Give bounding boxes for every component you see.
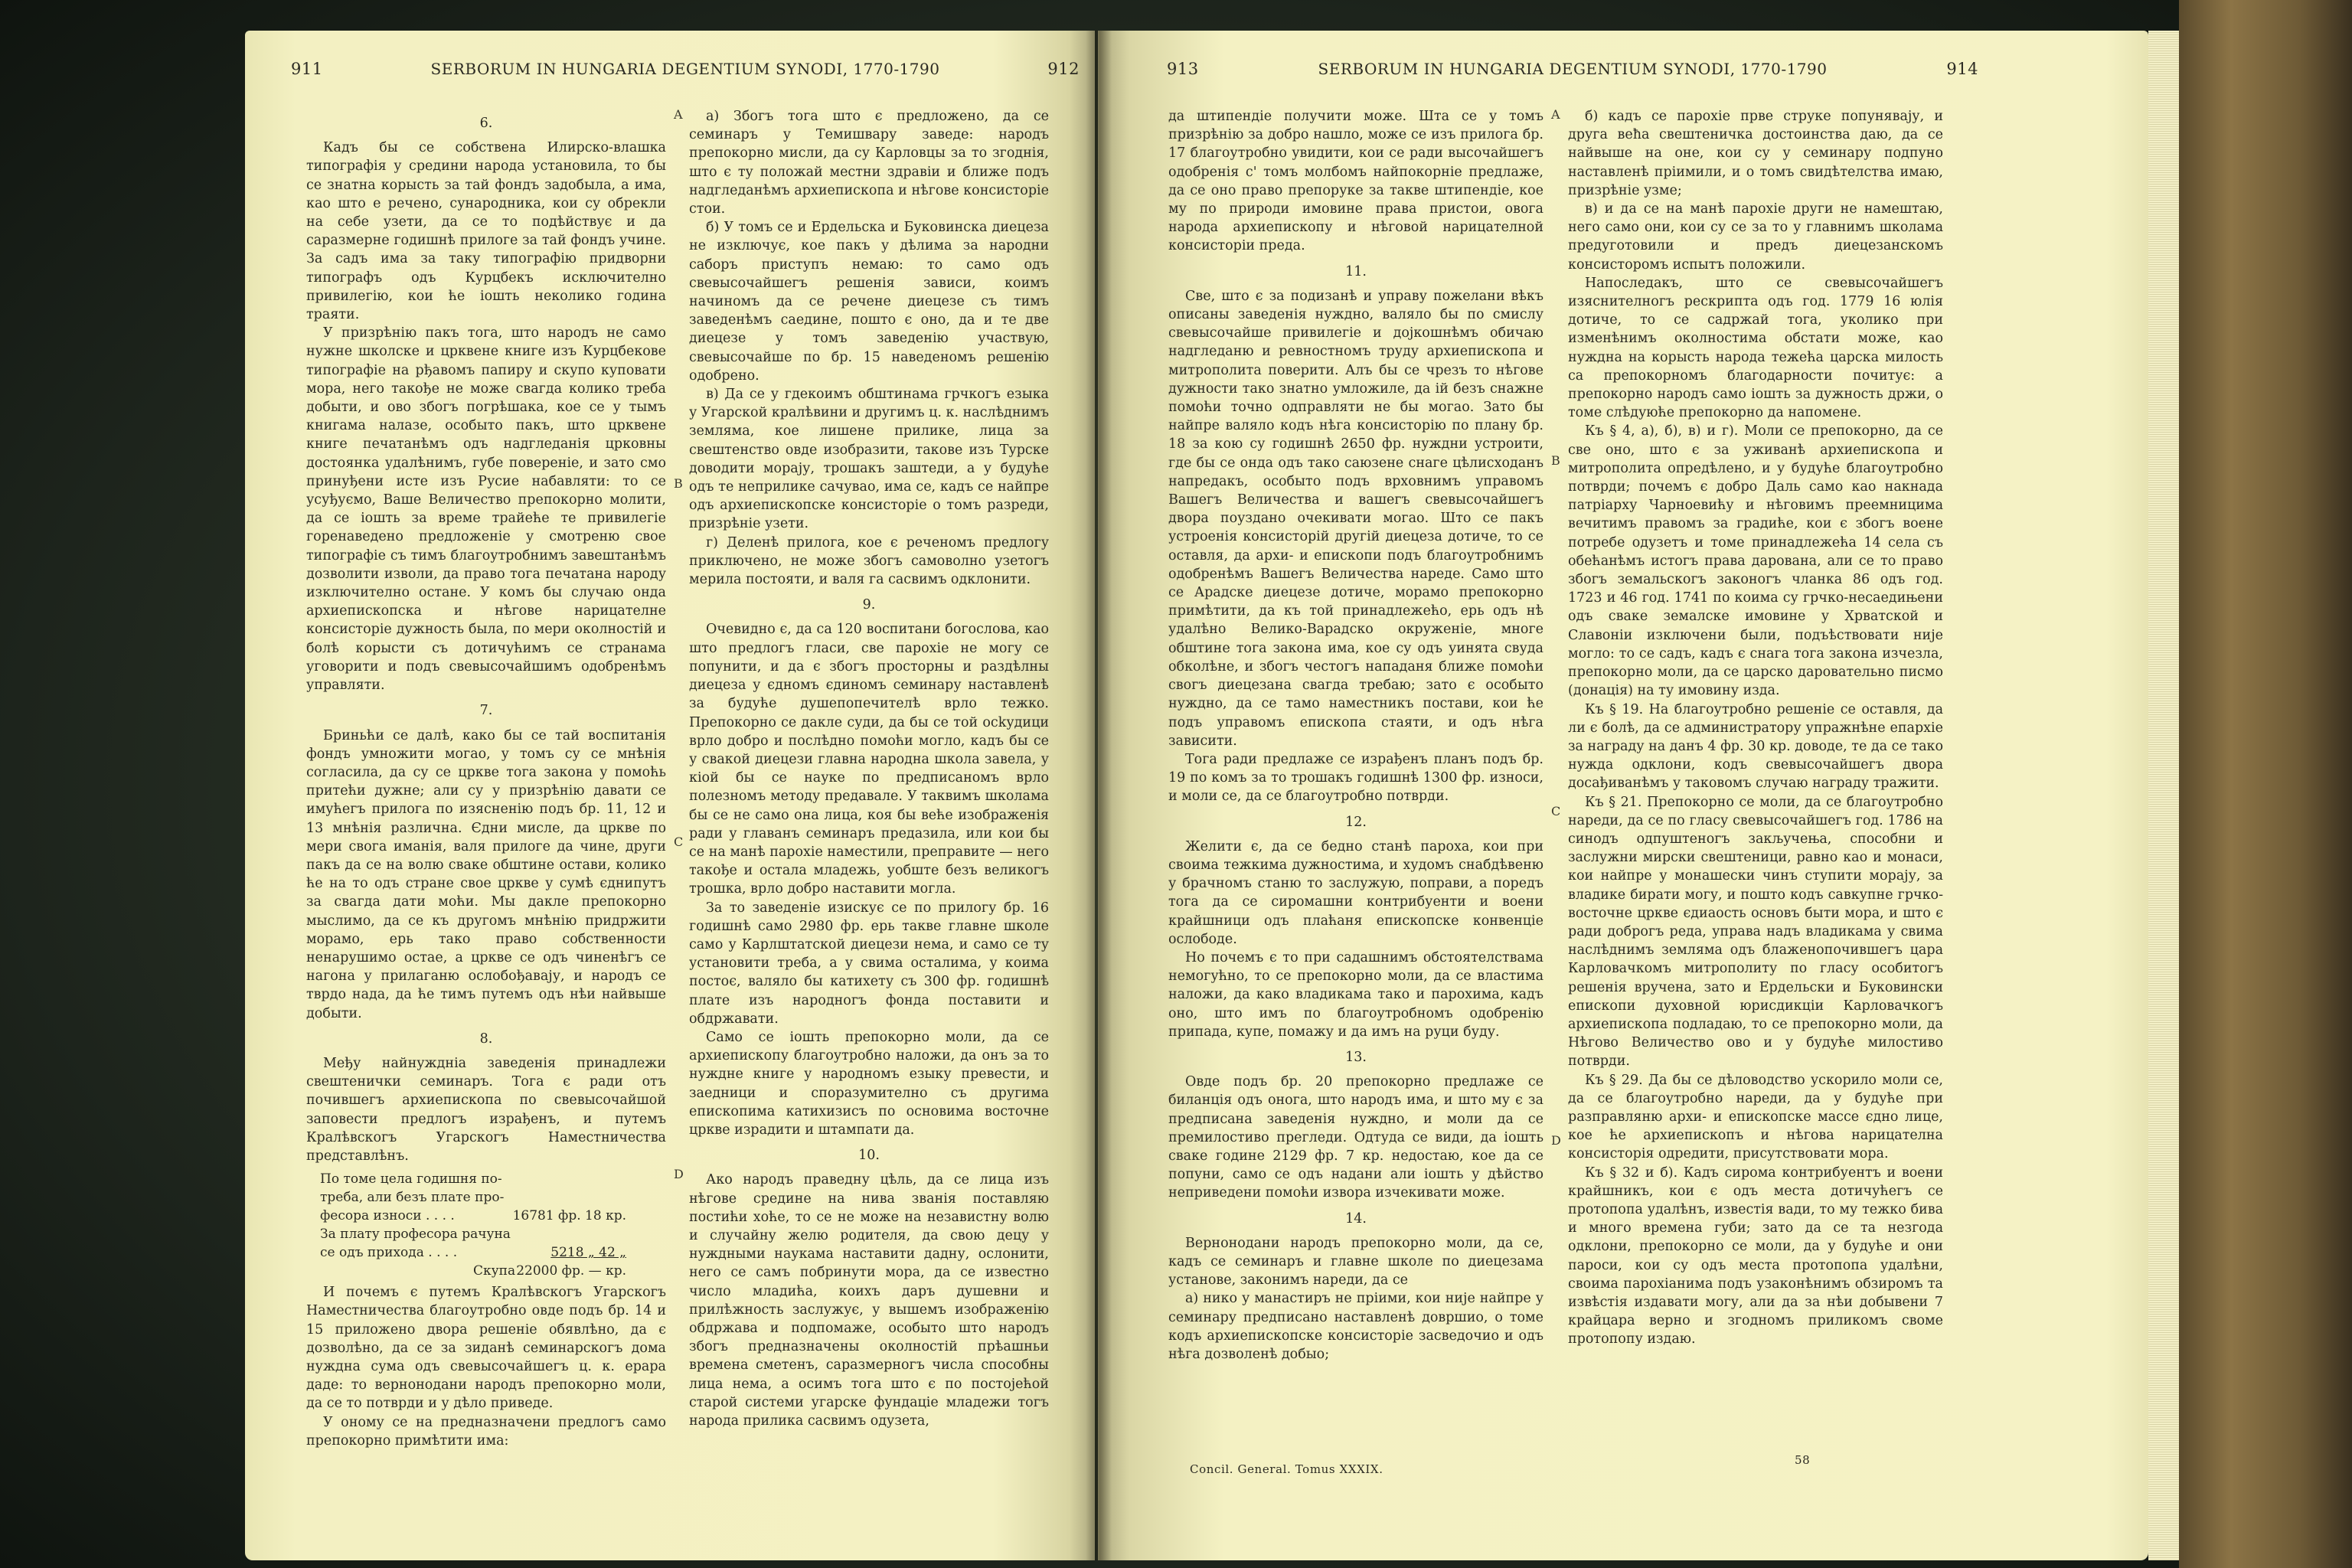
paragraph: И почемъ є путемъ Кралѣвскогъ Угарскогъ Наместничества благоутробно овде подъ бр. 14 и 15 приложено двора решеніе обявлѣно, да є дозволѣно, да се за зиданѣ семинарскогъ дома нуждна сума одъ свевысочайшегъ ц. к. ерара даде: то вернонодани народъ препокорно моли, да се то потврди и у дѣло приведе. (306, 1285, 666, 1412)
paragraph: в) Да се у гдекоимъ обштинама грчкогъ езыка у Угарской кралѣвини и другимъ ц. к. наслѣднимъ землямa, кое лишене прилике, лица за свештенство овде изобразити, такове изъ Турске доводити морају, трошакъ заштеди, а у будуће одъ те неприлике сачувао, има се, кадъ се найпре одъ архиепископске консисторіе о томъ разреди, призрѣніе узети. (689, 387, 1049, 532)
budget-value: 5218 „ 42 „ (550, 1245, 626, 1261)
paragraph: а) нико у манастиръ не пріими, кои није найпре у семинару предписано наставленѣ довршио, о томе кодъ архиепископске консисторіе засведочио и одъ нѣга дозволенѣ добыо; (1168, 1291, 1544, 1362)
paragraph: Къ § 4, а), б), в) и г). Моли се препокорно, да се све оно, што є за уживанѣ архиепископа и митрополита опредѣлено, и у будуће благоутробно потврди; почемъ є добро Даль само као накнада патріарху Чарноевићу и нѣговимъ преемницима вечитимъ правомъ за градиће, кои є збогъ воене потребе одузетъ и томе принадлежећа 14 села съ обећанѣмъ истогъ права дарована, али се то право збогъ земальскогъ законогъ чланка 86 одъ год. 1723 и 46 год. 1741 по коима су грчко-несаедињени одъ сваке земалске имовине у Хрватской и Славоніи изключени были, подъѣствовати није могло: то се садъ, кадъ є снага тога закона изчезла, препокорно моли, да се царско даровательно писмо (донація) на ту имовину издa. (1568, 423, 1943, 699)
right-page-header (1167, 60, 1978, 90)
right-page (1098, 31, 2148, 1560)
page-footer-volume: Concil. General. Tomus XXXIX. (1190, 1462, 1383, 1476)
left-page-column-2 (689, 107, 1049, 1430)
budget-label: се одъ прихода . . . . (320, 1245, 458, 1261)
page-number: 911 (291, 60, 323, 78)
paragraph: Къ § 29. Да бы се дѣловодство ускорило моли се, да се благоутробно нареди, да у будуће при разправляню архи- и епископске массе єдно лице, кое ће архиепископъ и нѣгова нарицателна консисторія одредити, присутствовати мора. (1568, 1072, 1943, 1162)
paragraph: в) и да се на манѣ парохіе други не намештаю, него само они, кои су се за то у главнимъ школама предуготовили и предъ диецезанскомъ консисторомъ испытъ положили. (1568, 201, 1943, 273)
budget-label: Скупа (473, 1263, 516, 1279)
margin-mark: B (1551, 453, 1560, 468)
section-number: 10. (858, 1148, 880, 1164)
margin-mark: A (674, 107, 683, 122)
section-number: 8. (479, 1031, 493, 1047)
page-number: 914 (1946, 60, 1978, 78)
budget-label: фесора износи . . . . (320, 1208, 455, 1224)
paragraph: Овде подъ бр. 20 препокорно предлаже се биланція одъ онога, што народъ има, и што му є за предписана заведенія нуждно, и моли да се премилостиво прегледи. Одтуда се види, да іошть сваке године 2129 фр. 7 кр. недостаю, кое да се попуни, само се одъ надани али іошть у дѣйство неприведени помоћи извора изчекивати може. (1168, 1074, 1544, 1201)
right-page-column-2 (1568, 107, 1943, 1349)
section-number: 14. (1345, 1210, 1367, 1227)
section-number: 11. (1345, 263, 1367, 279)
budget-value: 16781 фр. 18 кр. (512, 1208, 626, 1224)
paragraph: Ако народъ праведну цѣль, да се лица изъ нѣгове средине на нива званія поставляю постићи хоће, то се не може на независтну волю и случайну желю родителя, да свою децу у нуждными наукама наставити дадну, ослонити, него се самъ побринути мора, да се известно число младића, коихъ даръ душевни и прилѣжность заслужує, у вышемъ изображенію обдржава и подпомаже, особыто што народъ збогъ предназначены околностій прѣашньи времена сметенъ, саразмерногъ числа способны лица нема, а осимъ тога што є по постојећой старой системи угарске фундаціе младежи тогъ народа прилика сасвимъ одузета, (689, 1172, 1049, 1429)
paragraph: а) Збогъ тога што є предложено, да се семинаръ у Темишвару заведе: народъ препокорно мисли, да су Карловцы за то згоднія, што є ту положай местни здравіи и ближе подъ надгледанѣмъ архиепископа и нѣгове консисторіе стои. (689, 109, 1049, 217)
paragraph: г) Деленѣ прилога, кое є реченомъ предлогу приключено, не може збогъ самоволно узетогъ мерила постояти, и валя га сасвимъ одклонити. (689, 534, 1049, 588)
paragraph: Очевидно є, да са 120 воспитани богослова, као што предлогъ гласи, све парохіе не могу се попунити, и да є збогъ просторны и раздѣлны диецеза у єдномъ єдиномъ семинару наставленѣ за будуће душепопечителѣ врло тежко. Препокорно се дакле суди, да бы се той осkудици врло добро и послѣдно помоћи могло, кадъ бы се у свакой диецези главна народна школа завела, у кіой бы се науке по предписаномъ врло полезномъ методу предавале. У таквимъ школама бы се не само она лица, коя бы веће изображенія ради у главанъ семинаръ предазила, или кои бы се на манѣ парохіе наместили, преправите — него такође и остала младежь, уобште безъ великогъ трошка, врло добро наставити могла. (689, 622, 1049, 897)
paragraph: Но почемъ є то при садашнимъ обстоятелствама немогућно, то се препокорно моли, да се властима наложи, да како владикама тако и парохима, кадъ оно, што имъ по благоутробномъ одобренію припада, купе, помажу и да имъ на руци буду. (1168, 949, 1544, 1040)
budget-line: треба, али безъ плате про- (320, 1190, 505, 1206)
margin-mark: A (1551, 107, 1560, 122)
page-number: 913 (1167, 60, 1199, 78)
budget-line: За плату професора рачуна (320, 1227, 511, 1243)
paragraph: У оному се на предназначени предлогъ само препокорно примѣтити има: (306, 1414, 666, 1449)
page-stack-edge (2148, 31, 2179, 1560)
budget-total: 22000 фр. — кр. (516, 1263, 626, 1279)
paragraph: Међу найнуждніа заведенія принадлежи свештенички семинаръ. Тога є ради отъ почившегъ архиепископа по свевысочайшой заповести предлогъ израђенъ, и путемъ Кралѣвскогъ Угарскогъ Наместничества представлѣнъ. (306, 1055, 666, 1164)
margin-mark: C (674, 835, 684, 849)
paragraph: Желити є, да се бедно станѣ пароха, кои при своима тежкима дужностима, и худомъ снабдѣвеню у брачномъ станю то заслужую, поправи, а поредъ тога да се сиромашни контрибуенти и воени крайшници одъ плаћаня епископске конвенціе ослободе. (1168, 838, 1544, 947)
section-number: 6. (479, 116, 493, 131)
paragraph: Бриньћи се далѣ, како бы се тай воспитанія фондъ умножити могао, у томъ су се мнѣнія согласила, да су се цркве тога закона у помоћь притећи дужне; али су у призрѣнію давати се имућегъ прилога по изясненію подъ бр. 11, 12 и 13 мнѣнія различна. Єдни мисле, да цркве по мери свога иманія, валя прилоге да чине, други пакъ да се на волю сваке обштине остави, колико ће на то одъ стране свое цркве у сумѣ єднипутъ за свагда дати моћи. Мы дакле препокорно мыслимо, да се къ другомъ мнѣнію придржити морамо, ерь тако право собственности ненарушимо остае, а цркве се одъ чиненѣгъ се нагона у прилаганю ослобођавају, и народъ се тврдо нада, да ће тимъ путемъ одъ нѣи найвыше добыти. (306, 727, 666, 1021)
paragraph: Къ § 21. Препокорно се моли, да се благоутробно нареди, да се по гласу свевысочайшегъ год. 1786 на синодъ одпуштеногъ закључења, способни и заслужни мирски свештеници, равно као и монаси, кои найпре у монашески чинъ ступити морају, за владике бирати могу, и пошто кодъ савкупне грчко-восточне цркве єдиаость основъ быти мора, и што є ради доброгъ реда, управа надъ владикама у свима наслѣднимъ землямa одъ блаженопочившегъ цара Карловачкомъ митрополиту по гласу особитогъ решенія вручена, зато и Ердельски и Буковински епископи духовной юрисдикціи Карловачкогъ архиепископа подладаю, то се препокорно моли, да Нѣгово Величество ово и у будуће милостиво потврди. (1568, 794, 1943, 1070)
left-page (245, 31, 1095, 1560)
section-number: 7. (479, 703, 493, 719)
left-page-column-1 (306, 107, 666, 1450)
paragraph: Къ § 32 и б). Кадъ сиромa контрибуентъ и воени крайшникъ, кои є одъ места дотичућегъ се протопопа удалѣнъ, известія вади, то му тежко бива и много времена губи; зато да се та незгода одклони, препокорно се моли, да у будуће и они пароси, кои су одъ места протопопа удалѣни, своима парохіанима подъ узаконѣнимъ обзиромъ та извѣстія издавати могу, али да за нѣи добывени 7 крайцара верно и згодномъ приликомъ своме протопопу издаю. (1568, 1165, 1943, 1348)
margin-mark: B (674, 476, 683, 491)
left-page-header (291, 60, 1080, 90)
paragraph: Къ § 19. На благоутробно решеніе се оставля, да ли є болѣ, да се администратору упражнѣне епархіе за награду на данъ 4 фр. 30 кр. доводе, те да се тако нужда одклони, кодъ свевысочайшегъ двора досађиванѣмъ у таковомъ случаю награду тражити. (1568, 701, 1943, 792)
budget-row (320, 1207, 626, 1225)
page-number: 912 (1047, 60, 1080, 78)
margin-mark: D (1551, 1133, 1561, 1148)
running-title: SERBORUM IN HUNGARIA DEGENTIUM SYNODI, 1770-1790 (1318, 60, 1828, 78)
budget-row (320, 1262, 626, 1280)
paragraph: Напоследакъ, што се свевысочайшегъ изяснителногъ рескрипта одъ год. 1779 16 юлія дотиче, то се садржай тога, уколико при изменѣнимъ околностима обстати може, као нуждна на корысть народа тежећа царска милость са препокорномъ благодарности почитує: а препокорно народъ само іошть за дужность држи, о томе слѣдуюће препокорно да напомене. (1568, 275, 1943, 421)
budget-line: По томе цела годишня по- (320, 1171, 502, 1187)
right-page-column-1 (1168, 107, 1544, 1364)
budget-table (320, 1170, 666, 1280)
book-gutter (1086, 31, 1112, 1560)
margin-mark: D (674, 1167, 684, 1181)
paragraph: Кадъ бы се собствена Илирско-влашка типографія у средини народа установила, то бы се знатна корысть за тай фондъ задобыла, а има, као што е речено, сународника, кои су обрекли на себе узети, да се то подѣйствує и да саразмерне годишнѣ прилоге за тай фондъ учине. За садъ има за таку типографію придворни типографъ одъ Курцбекъ исключително привилегію, кои ће іошть неколико година траяти. (306, 140, 666, 323)
paragraph: Све, што є за подизанѣ и управу пожелани вѣкъ описаны заведенія нуждно, валяло бы по смислу свевысочайше привилегіе и дојкошнѣмъ обичаю надгледаню и ревностномъ труду архиепископа и митрополита поверити. Алъ бы се чрезъ то нѣгове дужности тако знатно умложиле, да ій безъ снажне помоћи точно одправляти не бы могао. Зато бы найпре валяло кодъ нѣга консисторію по плану бр. 18 за кою су годишнѣ 2650 фр. нуждни устроити, где бы се онда одъ тако саюзене снаге цѣлисходанъ напредакъ, особыто подъ врховнимъ управомъ Вашегъ Величества и вашегъ свевысочайшегъ двора поуздано очекивати могао. Што се пакъ устроенія консисторій другій диецеза дотиче, то се оставля, да архи- и епископи подъ благоутробнимъ одобренѣмъ Вашегъ Величества нареде. Само што се Арадске диецезе дотиче, морамо препокорно примѣтити, да къ той принадлежећо, ерь одъ нѣ удалѣно Велико-Варадско окруженіе, многе обштине тога закона има, кое су одъ уинята свуда обколѣне, и збогъ честогъ нападаня ближе помоћи свогъ диецезана свагда требаю; зато є особыто нуждно, да се тамо наместникъ постави, кои ће подъ управомъ епископа стаяти, и одъ нѣга зависити. (1168, 288, 1544, 749)
book-binding (2179, 0, 2352, 1568)
paragraph: За то заведеніе изискує се по прилогу бр. 16 годишнѣ само 2980 фр. ерь такве главне школе само у Карлштатской диецези нема, и само се ту установити треба, а у свима осталима, у коима постоє, валяло бы катихету съ 300 фр. годишнѣ плате изъ народногъ фонда поставити и обдржавати. (689, 900, 1049, 1027)
signature-number: 58 (1795, 1453, 1811, 1467)
section-number: 13. (1345, 1049, 1367, 1065)
paragraph: б) кадъ се парохіе прве струке попунявају, и друга веħа свештеничка достоинства даю, да се найвыше на оне, кои су у семинару подпуно наставленѣ пріимили, и о томъ свидѣтелства имаю, призрѣніе узме; (1568, 109, 1943, 198)
budget-row (320, 1243, 626, 1262)
paragraph: Само се іошть препокорно моли, да се архиепископу благоутробно наложи, да онъ за то нуждне книге у народномъ езыку превести, и заедници и споразумително съ другима епископима катихизисъ по основима восточне цркве израдити и штампати да. (689, 1029, 1049, 1138)
paragraph: Тога ради предлаже се израђенъ планъ подъ бр. 19 по комъ за то трошакъ годишнѣ 1300 фр. износи, и моли се, да се благоутробно потврди. (1168, 751, 1544, 805)
paragraph: У призрѣнію пакъ тога, што народъ не само нужне школске и црквене книге изъ Курцбекове типографіе на рђавомъ папиру и скупо куповати мора, него такође не може свагда колико треба добыти, и ово збогъ погрѣшака, кое се у тымъ книгама налазе, особыто пакъ, што црквене книге печатанѣмъ одъ надгледанія црковны достоянка удалѣнимъ, губе повереніе, и зато смо принуђени исте изъ Русие набавляти: то се усуђуємо, Ваше Величество препокорно молити, да се іошть за време трайеће те привилегіе горенаведено предложеніе у смотреню свое типографіе съ тимъ благоутробнимъ завештанѣмъ дозволити изволи, да право тога печатана народу изключително остане. У комъ бы случаю онда архиепископска и нѣгове нарицателне консисторіе дужность была, по мери околностій и болѣ корысти съ дотичућимъ се странама уговорити и подъ свевысочайшимъ одобренѣмъ управляти. (306, 325, 666, 694)
running-title: SERBORUM IN HUNGARIA DEGENTIUM SYNODI, 1770-1790 (430, 60, 940, 78)
section-number: 9. (862, 597, 876, 613)
paragraph: да штипендіе получити може. Шта се у томъ призрѣнію за добро нашло, може се изъ прилога бр. 17 благоутробно увидити, кои се ради высочайшегъ одобренія с' томъ молбомъ найпокорніе предлаже, да се оно право препоруке за такве штипендіе, кое му по природи имовине права пристои, овога народа архиепископу и нѣговой нарицателной консисторіи преда. (1168, 109, 1544, 254)
section-number: 12. (1345, 814, 1367, 830)
margin-mark: C (1551, 804, 1561, 818)
paragraph: Вернонодани народъ препокорно моли, да се, кадъ се семинаръ и главне школе по диецезама установе, законимъ нареди, да се (1168, 1235, 1544, 1289)
paragraph: б) У томъ се и Ердельска и Буковинска диецеза не изключує, кое пакъ у дѣлима за народни саборъ приступъ немаю: то само одъ свевысочайшегъ решенія зависи, коимъ начиномъ да се речене диецезе съ тимъ заведенѣмъ саедине, пошто є оно, да и те две диецезе у томъ заведенію участвую, свевысочайше по бр. 15 наведеномъ решенію одобрено. (689, 220, 1049, 384)
